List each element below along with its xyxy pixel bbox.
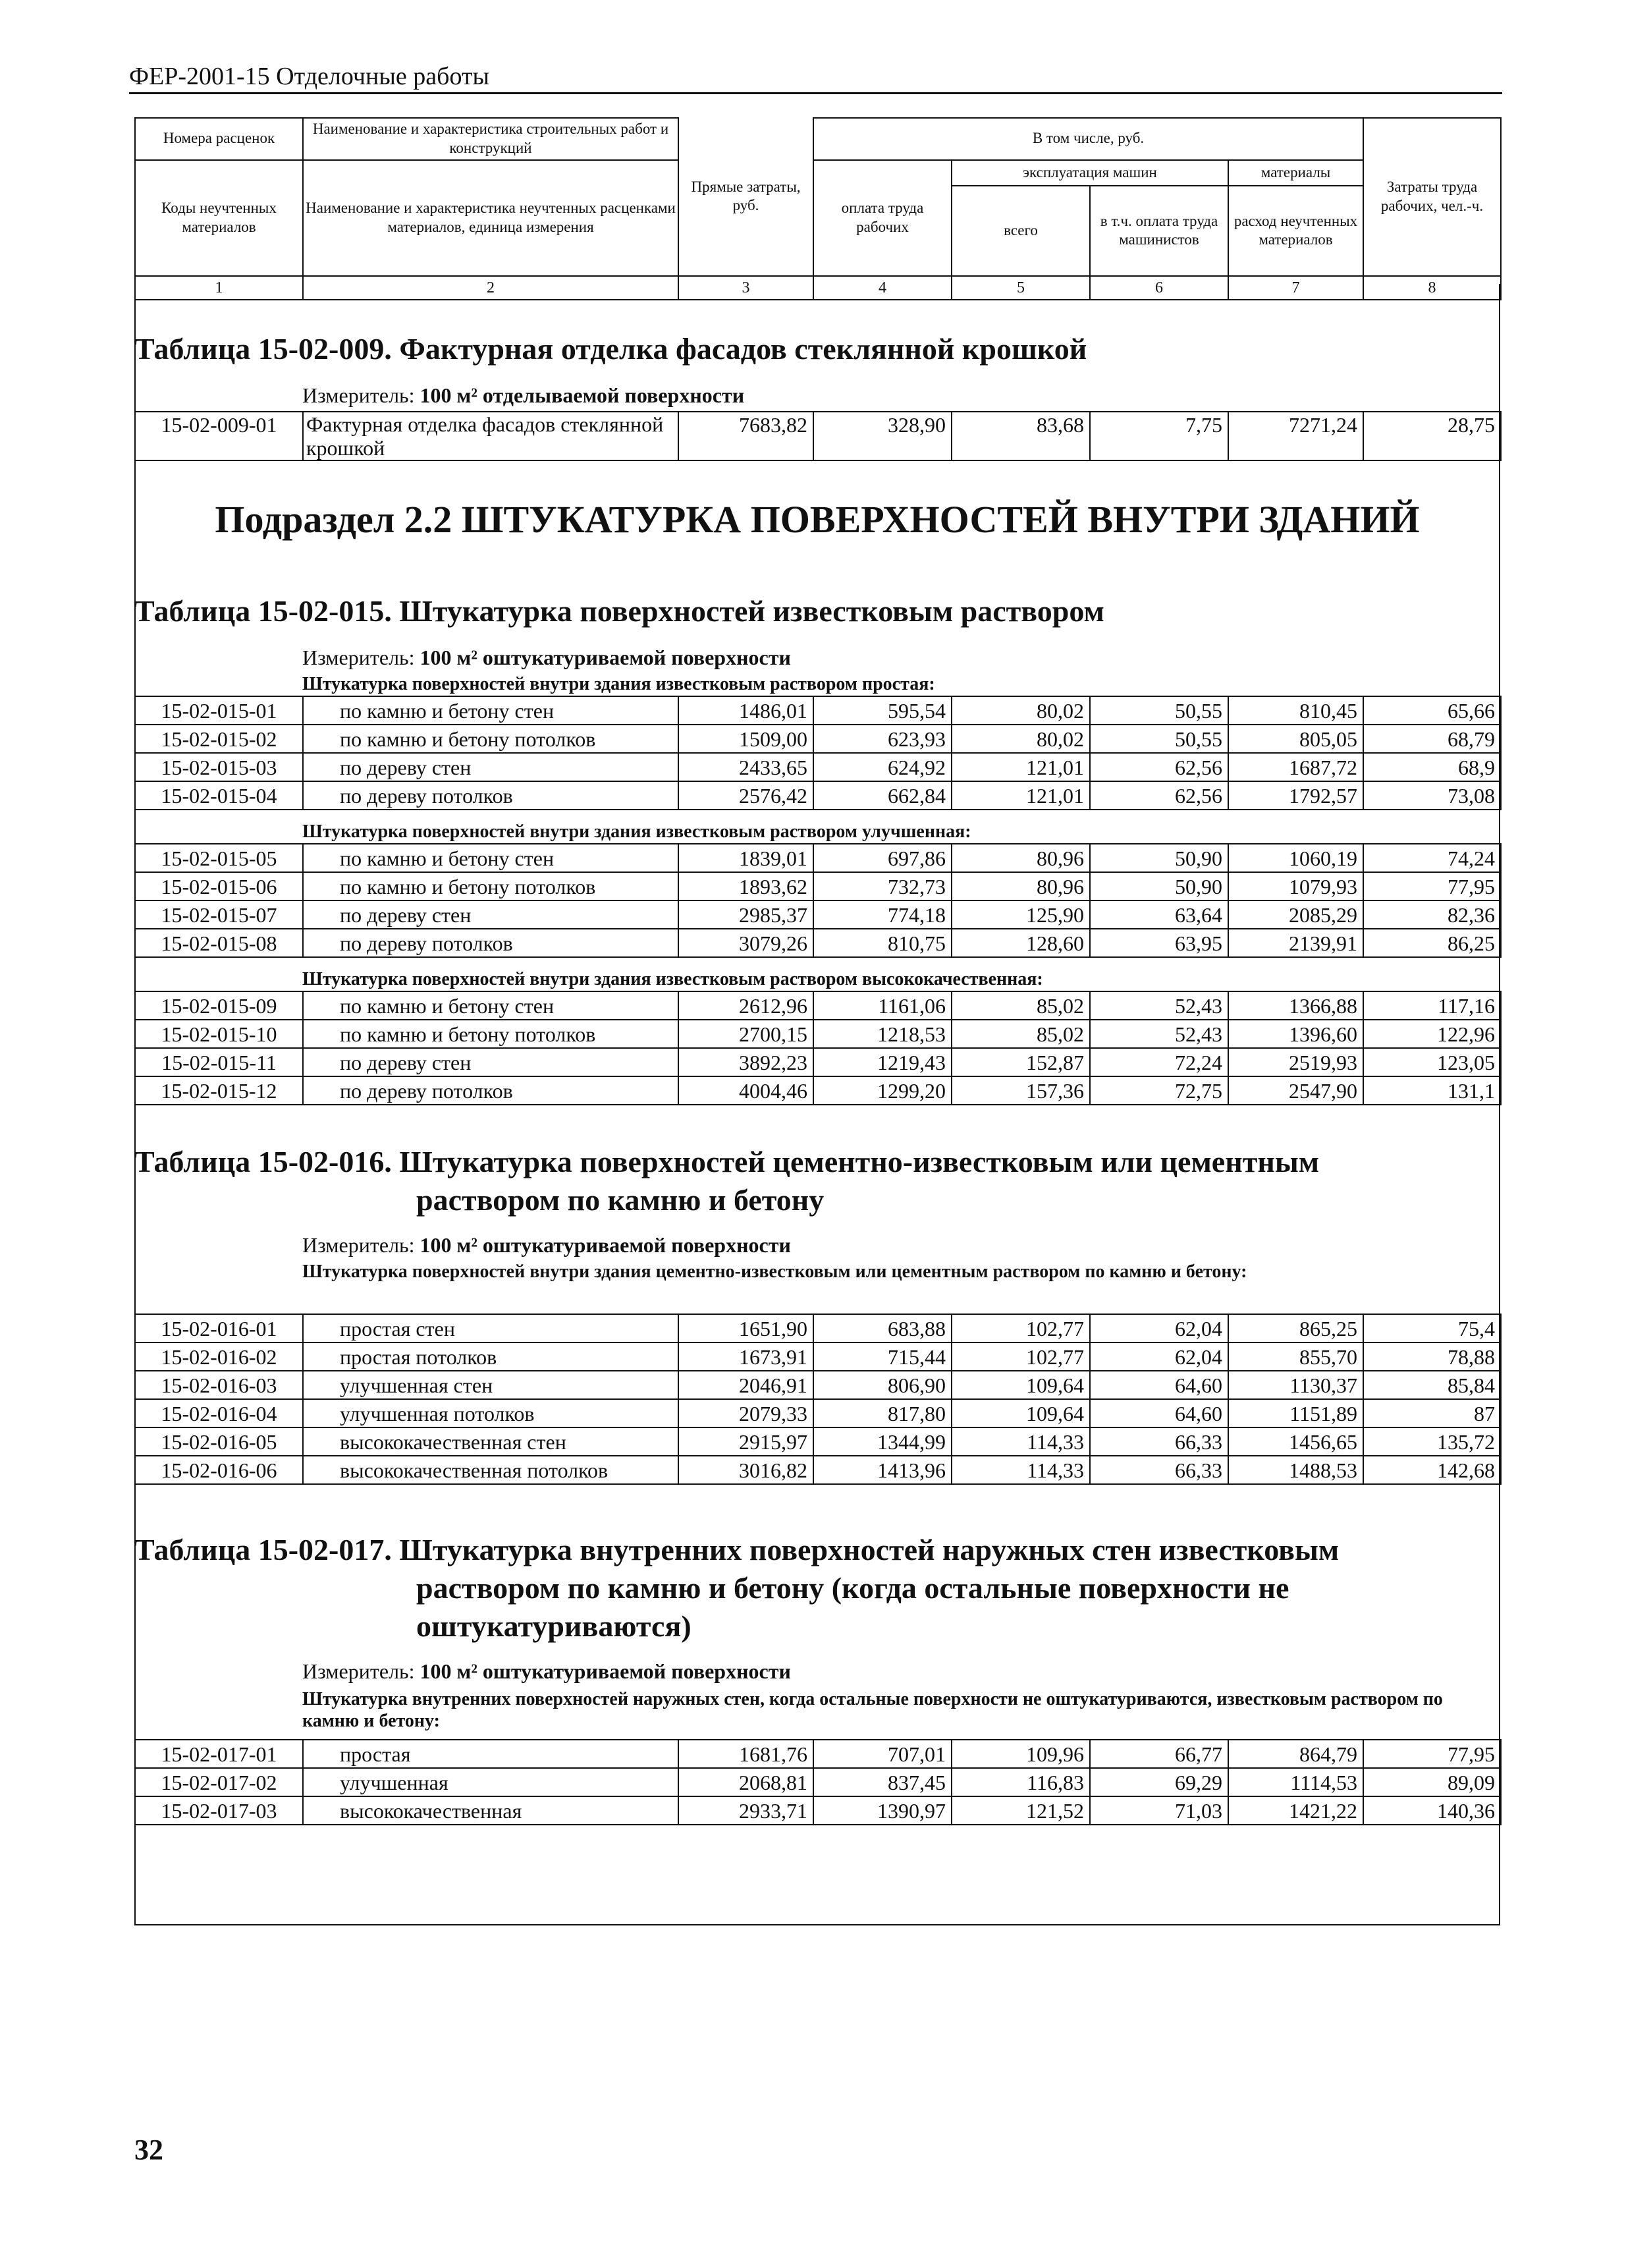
table-017-group: Штукатурка внутренних поверхностей наружных стен, когда остальные поверхности не оштукатуриваются, известковым раствором по камню и бетону: [302,1689,1443,1731]
table-row [135,412,1501,460]
table-015-data-high [134,991,1502,1105]
table-015-data-simple [134,696,1502,810]
value-cell: 102,77 [952,1342,1090,1371]
col-labor-pay: оплата труда рабочих [813,160,952,276]
value-cell: 1413,96 [813,1456,952,1484]
work-name-cell: по камню и бетону потолков [303,872,678,900]
table-row [135,872,1501,900]
table-009-title: Таблица 15-02-009. Фактурная отделка фасадов стеклянной крошкой [134,332,1087,366]
value-cell: 87 [1363,1399,1501,1427]
table-row [135,1768,1501,1796]
rate-code-cell: 15-02-016-04 [135,1399,303,1427]
col-including: В том числе, руб. [813,118,1363,160]
value-cell: 3079,26 [678,929,813,957]
col-num-rates: Номера расценок [135,118,303,160]
value-cell: 732,73 [813,872,952,900]
value-cell: 80,02 [952,696,1090,725]
table-015-group-high: Штукатурка поверхностей внутри здания известковым раствором высококачественная: [302,969,1043,989]
rate-code-cell: 15-02-017-01 [135,1740,303,1768]
value-cell: 66,33 [1090,1456,1228,1484]
col-name-works: Наименование и характеристика строительных работ и конструкций [303,118,678,160]
table-row [135,696,1501,725]
value-cell: 805,05 [1228,725,1363,753]
value-cell: 774,18 [813,900,952,929]
running-title: ФЕР-2001-15 Отделочные работы [129,63,490,90]
col-machines-total: всего [952,186,1090,275]
value-cell: 62,04 [1090,1342,1228,1371]
value-cell: 152,87 [952,1048,1090,1076]
rate-code-cell: 15-02-015-03 [135,753,303,781]
rate-code-cell: 15-02-016-02 [135,1342,303,1371]
value-cell: 595,54 [813,696,952,725]
value-cell: 837,45 [813,1768,952,1796]
value-cell: 1792,57 [1228,781,1363,810]
value-cell: 817,80 [813,1399,952,1427]
value-cell: 683,88 [813,1314,952,1342]
value-cell: 1396,60 [1228,1020,1363,1048]
col-index: 5 [952,276,1090,300]
value-cell: 28,75 [1363,412,1501,460]
col-machinists-pay: в т.ч. оплата труда машинистов [1090,186,1228,275]
value-cell: 1114,53 [1228,1768,1363,1796]
value-cell: 121,52 [952,1796,1090,1825]
value-cell: 1651,90 [678,1314,813,1342]
value-cell: 1390,97 [813,1796,952,1825]
value-cell: 1079,93 [1228,872,1363,900]
value-cell: 75,4 [1363,1314,1501,1342]
table-015-title: Таблица 15-02-015. Штукатурка поверхностей известковым раствором [134,594,1104,628]
value-cell: 69,29 [1090,1768,1228,1796]
rate-code-cell: 15-02-016-01 [135,1314,303,1342]
table-row [135,781,1501,810]
value-cell: 80,96 [952,872,1090,900]
rate-code-cell: 15-02-015-04 [135,781,303,810]
value-cell: 62,56 [1090,781,1228,810]
table-015-measure: Измеритель: 100 м² оштукатуриваемой поверхности [302,646,791,669]
table-016-group: Штукатурка поверхностей внутри здания цементно-известковым или цементным раствором по камню и бетону: [302,1261,1247,1282]
rate-code-cell: 15-02-017-02 [135,1768,303,1796]
work-name-cell: по дереву потолков [303,929,678,957]
value-cell: 80,02 [952,725,1090,753]
value-cell: 864,79 [1228,1740,1363,1768]
value-cell: 1421,22 [1228,1796,1363,1825]
value-cell: 71,03 [1090,1796,1228,1825]
table-row [135,1740,1501,1768]
value-cell: 1161,06 [813,991,952,1020]
value-cell: 102,77 [952,1314,1090,1342]
table-017-title: Таблица 15-02-017. Штукатурка внутренних поверхностей наружных стен известковым раствором по камню и бетону (когда остальные поверхности не оштукатуриваются) [134,1533,1340,1643]
work-name-cell: улучшенная [303,1768,678,1796]
value-cell: 114,33 [952,1427,1090,1456]
value-cell: 123,05 [1363,1048,1501,1076]
value-cell: 1893,62 [678,872,813,900]
rate-code-cell: 15-02-016-05 [135,1427,303,1456]
value-cell: 83,68 [952,412,1090,460]
value-cell: 125,90 [952,900,1090,929]
table-row [135,1076,1501,1105]
value-cell: 623,93 [813,725,952,753]
value-cell: 1130,37 [1228,1371,1363,1399]
value-cell: 72,24 [1090,1048,1228,1076]
table-017-data [134,1739,1502,1825]
value-cell: 78,88 [1363,1342,1501,1371]
work-name-cell: высококачественная потолков [303,1456,678,1484]
col-index: 4 [813,276,952,300]
table-row [135,1048,1501,1076]
rate-code-cell: 15-02-009-01 [135,412,303,460]
value-cell: 1060,19 [1228,844,1363,872]
rate-code-cell: 15-02-015-05 [135,844,303,872]
value-cell: 72,75 [1090,1076,1228,1105]
value-cell: 157,36 [952,1076,1090,1105]
work-name-cell: по камню и бетону потолков [303,1020,678,1048]
value-cell: 64,60 [1090,1371,1228,1399]
table-015-group-simple: Штукатурка поверхностей внутри здания известковым раствором простая: [302,674,935,694]
value-cell: 855,70 [1228,1342,1363,1371]
table-row [135,1427,1501,1456]
rate-code-cell: 15-02-015-11 [135,1048,303,1076]
value-cell: 1299,20 [813,1076,952,1105]
col-direct-costs: Прямые затраты, руб. [678,118,813,276]
rate-code-cell: 15-02-015-06 [135,872,303,900]
value-cell: 2433,65 [678,753,813,781]
table-row [135,1371,1501,1399]
value-cell: 2547,90 [1228,1076,1363,1105]
value-cell: 2519,93 [1228,1048,1363,1076]
value-cell: 1219,43 [813,1048,952,1076]
value-cell: 624,92 [813,753,952,781]
value-cell: 1673,91 [678,1342,813,1371]
table-016-measure: Измеритель: 100 м² оштукатуриваемой поверхности [302,1233,791,1257]
value-cell: 68,79 [1363,725,1501,753]
table-row [135,1314,1501,1342]
rate-code-cell: 15-02-015-10 [135,1020,303,1048]
work-name-cell: улучшенная стен [303,1371,678,1399]
value-cell: 2079,33 [678,1399,813,1427]
work-name-cell: простая стен [303,1314,678,1342]
value-cell: 85,84 [1363,1371,1501,1399]
table-009-data [134,411,1502,461]
value-cell: 2915,97 [678,1427,813,1456]
value-cell: 810,45 [1228,696,1363,725]
value-cell: 1218,53 [813,1020,952,1048]
value-cell: 2068,81 [678,1768,813,1796]
work-name-cell: простая потолков [303,1342,678,1371]
col-index: 1 [135,276,303,300]
value-cell: 2085,29 [1228,900,1363,929]
value-cell: 3892,23 [678,1048,813,1076]
page-header [129,61,1502,94]
table-row [135,844,1501,872]
col-index: 2 [303,276,678,300]
value-cell: 2985,37 [678,900,813,929]
col-index: 6 [1090,276,1228,300]
page-number: 32 [134,2134,163,2166]
work-name-cell: по дереву потолков [303,781,678,810]
col-codes: Коды неучтенных материалов [135,160,303,276]
table-row [135,929,1501,957]
value-cell: 810,75 [813,929,952,957]
table-row [135,753,1501,781]
value-cell: 662,84 [813,781,952,810]
value-cell: 85,02 [952,1020,1090,1048]
value-cell: 122,96 [1363,1020,1501,1048]
rate-code-cell: 15-02-015-02 [135,725,303,753]
rate-code-cell: 15-02-015-08 [135,929,303,957]
table-009-measure: Измеритель: 100 м² отделываемой поверхности [302,383,745,407]
value-cell: 74,24 [1363,844,1501,872]
value-cell: 109,64 [952,1399,1090,1427]
value-cell: 52,43 [1090,1020,1228,1048]
value-cell: 82,36 [1363,900,1501,929]
value-cell: 116,83 [952,1768,1090,1796]
rate-code-cell: 15-02-015-01 [135,696,303,725]
value-cell: 2933,71 [678,1796,813,1825]
value-cell: 50,55 [1090,696,1228,725]
value-cell: 63,64 [1090,900,1228,929]
table-row [135,1456,1501,1484]
value-cell: 2576,42 [678,781,813,810]
value-cell: 7683,82 [678,412,813,460]
value-cell: 52,43 [1090,991,1228,1020]
table-016-data [134,1314,1502,1485]
col-index: 8 [1363,276,1501,300]
value-cell: 1509,00 [678,725,813,753]
value-cell: 1344,99 [813,1427,952,1456]
value-cell: 1687,72 [1228,753,1363,781]
table-row [135,1399,1501,1427]
value-cell: 80,96 [952,844,1090,872]
value-cell: 2046,91 [678,1371,813,1399]
value-cell: 114,33 [952,1456,1090,1484]
value-cell: 66,33 [1090,1427,1228,1456]
value-cell: 50,90 [1090,872,1228,900]
value-cell: 715,44 [813,1342,952,1371]
work-name-cell: улучшенная потолков [303,1399,678,1427]
value-cell: 7271,24 [1228,412,1363,460]
value-cell: 1486,01 [678,696,813,725]
rate-code-cell: 15-02-015-07 [135,900,303,929]
value-cell: 73,08 [1363,781,1501,810]
value-cell: 1151,89 [1228,1399,1363,1427]
value-cell: 328,90 [813,412,952,460]
value-cell: 89,09 [1363,1768,1501,1796]
work-name-cell: по дереву стен [303,753,678,781]
table-row [135,1342,1501,1371]
value-cell: 64,60 [1090,1399,1228,1427]
value-cell: 131,1 [1363,1076,1501,1105]
value-cell: 3016,82 [678,1456,813,1484]
value-cell: 66,77 [1090,1740,1228,1768]
subsection-title: Подраздел 2.2 ШТУКАТУРКА ПОВЕРХНОСТЕЙ ВНУТРИ ЗДАНИЙ [215,498,1420,541]
value-cell: 65,66 [1363,696,1501,725]
rate-code-cell: 15-02-015-12 [135,1076,303,1105]
col-index: 3 [678,276,813,300]
value-cell: 2139,91 [1228,929,1363,957]
value-cell: 109,96 [952,1740,1090,1768]
value-cell: 68,9 [1363,753,1501,781]
value-cell: 2700,15 [678,1020,813,1048]
work-name-cell: по камню и бетону потолков [303,725,678,753]
value-cell: 1681,76 [678,1740,813,1768]
value-cell: 142,68 [1363,1456,1501,1484]
value-cell: 7,75 [1090,412,1228,460]
value-cell: 50,90 [1090,844,1228,872]
value-cell: 140,36 [1363,1796,1501,1825]
col-machines: эксплуатация машин [952,160,1228,186]
col-materials-unaccounted: расход неучтенных материалов [1228,186,1363,275]
value-cell: 77,95 [1363,1740,1501,1768]
value-cell: 2612,96 [678,991,813,1020]
work-name-cell: высококачественная стен [303,1427,678,1456]
work-name-cell: простая [303,1740,678,1768]
work-name-cell: по камню и бетону стен [303,696,678,725]
value-cell: 4004,46 [678,1076,813,1105]
value-cell: 697,86 [813,844,952,872]
rate-code-cell: 15-02-016-03 [135,1371,303,1399]
value-cell: 62,56 [1090,753,1228,781]
table-015-group-improved: Штукатурка поверхностей внутри здания известковым раствором улучшенная: [302,821,971,842]
table-row [135,991,1501,1020]
col-index: 7 [1228,276,1363,300]
work-name-cell: по дереву стен [303,900,678,929]
value-cell: 85,02 [952,991,1090,1020]
col-labor-costs: Затраты труда рабочих, чел.-ч. [1363,118,1501,276]
value-cell: 62,04 [1090,1314,1228,1342]
value-cell: 86,25 [1363,929,1501,957]
value-cell: 865,25 [1228,1314,1363,1342]
col-materials: материалы [1228,160,1363,186]
work-name-cell: по дереву потолков [303,1076,678,1105]
table-row [135,725,1501,753]
table-row [135,1020,1501,1048]
table-row [135,1796,1501,1825]
value-cell: 1839,01 [678,844,813,872]
value-cell: 707,01 [813,1740,952,1768]
value-cell: 121,01 [952,781,1090,810]
value-cell: 1456,65 [1228,1427,1363,1456]
table-017-measure: Измеритель: 100 м² оштукатуриваемой поверхности [302,1659,791,1683]
value-cell: 135,72 [1363,1427,1501,1456]
work-name-cell: Фактурная отделка фасадов стеклянной крошкой [303,412,678,460]
value-cell: 128,60 [952,929,1090,957]
work-name-cell: по камню и бетону стен [303,991,678,1020]
rate-code-cell: 15-02-016-06 [135,1456,303,1484]
work-name-cell: по дереву стен [303,1048,678,1076]
column-header-table [134,117,1502,300]
value-cell: 1366,88 [1228,991,1363,1020]
value-cell: 117,16 [1363,991,1501,1020]
value-cell: 1488,53 [1228,1456,1363,1484]
rate-code-cell: 15-02-015-09 [135,991,303,1020]
value-cell: 806,90 [813,1371,952,1399]
value-cell: 63,95 [1090,929,1228,957]
work-name-cell: высококачественная [303,1796,678,1825]
value-cell: 121,01 [952,753,1090,781]
table-015-data-improved [134,843,1502,958]
value-cell: 109,64 [952,1371,1090,1399]
table-016-title: Таблица 15-02-016. Штукатурка поверхностей цементно-известковым или цементным раствором по камню и бетону [134,1145,1320,1217]
value-cell: 77,95 [1363,872,1501,900]
col-name-materials: Наименование и характеристика неучтенных расценками материалов, единица измерения [303,160,678,276]
table-row [135,900,1501,929]
work-name-cell: по камню и бетону стен [303,844,678,872]
value-cell: 50,55 [1090,725,1228,753]
rate-code-cell: 15-02-017-03 [135,1796,303,1825]
